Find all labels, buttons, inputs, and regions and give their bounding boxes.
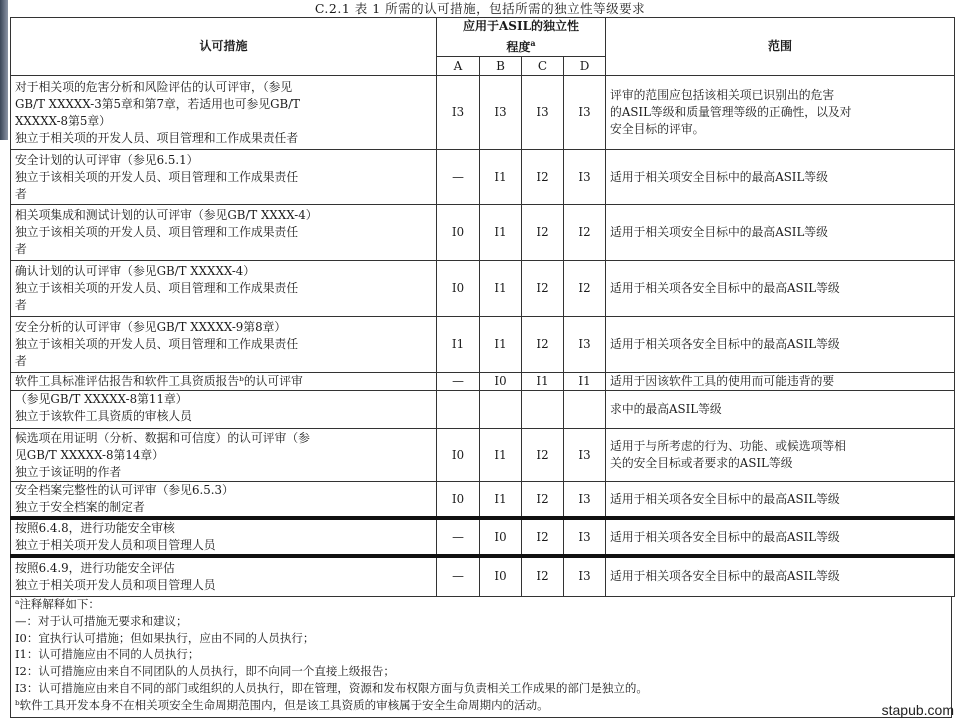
- measure-line: 独立于安全档案的制定者: [15, 500, 145, 514]
- measure-line: XXXXX-8第5章）: [15, 113, 111, 128]
- asil-cell-a: —: [437, 518, 480, 556]
- measure-line: 独立于该相关项的开发人员、项目管理和工作成果责任: [15, 281, 299, 295]
- asil-cell-a: I0: [437, 261, 480, 317]
- asil-cell-a: I0: [437, 482, 480, 519]
- scope-cell: [606, 556, 955, 596]
- note-line: I0：宜执行认可措施；但如果执行，应由不同的人员执行；: [15, 630, 315, 645]
- table-caption: C.2.1 表 1 所需的认可措施，包括所需的独立性等级要求: [314, 1, 646, 16]
- measure-cell: [11, 150, 437, 205]
- scope-line: 适用于相关项各安全目标中的最高ASIL等级: [610, 281, 840, 295]
- measure-line: 按照6.4.9，进行功能安全评估: [15, 560, 175, 575]
- header-asil: [437, 18, 606, 57]
- asil-cell-d: I3: [564, 556, 606, 596]
- asil-cell-d: I3: [564, 518, 606, 556]
- scope-line: 求中的最高ASIL等级: [610, 402, 722, 416]
- asil-cell-c: I2: [522, 482, 564, 519]
- note-line: ᵇ软件工具开发本身不在相关项安全生命周期范围内，但是该工具资质的审核属于安全生命周期内的活动。: [15, 697, 549, 712]
- asil-cell-d: I3: [564, 429, 606, 482]
- scope-cell: [606, 518, 955, 556]
- asil-cell-d: [564, 391, 606, 429]
- scope-cell: [606, 317, 955, 373]
- scope-line: 适用于相关项各安全目标中的最高ASIL等级: [610, 569, 840, 584]
- measure-cell: [11, 76, 437, 150]
- table-row: [11, 205, 955, 261]
- note-line: —：对于认可措施无要求和建议；: [15, 613, 188, 628]
- asil-cell-a: I0: [437, 429, 480, 482]
- measure-cell: [11, 205, 437, 261]
- asil-cell-d: I3: [564, 76, 606, 150]
- note-line: ᵃ注释解释如下：: [15, 597, 100, 611]
- note-line: I3：认可措施应由来自不同的部门或组织的人员执行，即在管理，资源和发布权限方面与负责相关工作成果的部门是独立的。: [15, 680, 648, 695]
- scope-line: 适用于相关项各安全目标中的最高ASIL等级: [610, 529, 840, 544]
- table-row: [11, 556, 955, 596]
- measure-line: 者: [15, 354, 27, 368]
- asil-cell-d: I1: [564, 373, 606, 391]
- asil-cell-d: I2: [564, 205, 606, 261]
- measure-line: 安全档案完整性的认可评审（参见6.5.3）: [15, 483, 234, 497]
- asil-cell-c: I1: [522, 373, 564, 391]
- table-row: [11, 261, 955, 317]
- table-notes: [10, 596, 952, 718]
- measure-line: 软件工具标准评估报告和软件工具资质报告ᵇ的认可评审: [15, 374, 303, 388]
- measure-line: 独立于相关项开发人员和项目管理人员: [15, 538, 216, 552]
- asil-cell-d: I3: [564, 317, 606, 373]
- scope-cell: [606, 429, 955, 482]
- asil-cell-b: I1: [480, 429, 522, 482]
- table-row: [11, 429, 955, 482]
- scope-cell: [606, 391, 955, 429]
- left-edge-strip: [0, 0, 8, 140]
- measure-line: 相关项集成和测试计划的认可评审（参见GB/T XXXX-4）: [15, 208, 318, 222]
- measure-cell: [11, 317, 437, 373]
- scope-cell: [606, 150, 955, 205]
- asil-cell-b: I0: [480, 518, 522, 556]
- asil-cell-a: I1: [437, 317, 480, 373]
- table-row: [11, 518, 955, 556]
- note-line: I2：认可措施应由来自不同团队的人员执行，即不向同一个直接上级报告；: [15, 664, 395, 679]
- table-row: [11, 391, 955, 429]
- asil-cell-a: —: [437, 150, 480, 205]
- asil-cell-c: I2: [522, 261, 564, 317]
- scope-line: 适用于相关项各安全目标中的最高ASIL等级: [610, 491, 840, 506]
- header-scope: 范围: [606, 18, 955, 76]
- scope-line: 适用于因该软件工具的使用而可能违背的要: [610, 374, 835, 388]
- asil-cell-c: I3: [522, 76, 564, 150]
- measure-line: 独立于该证明的作者: [15, 464, 122, 479]
- measure-line: （参见GB/T XXXXX-8第11章）: [15, 392, 188, 406]
- measure-line: 独立于该软件工具资质的审核人员: [15, 409, 192, 423]
- measure-line: 独立于相关项开发人员和项目管理人员: [15, 577, 216, 592]
- asil-cell-b: I0: [480, 373, 522, 391]
- header-col-a: A: [437, 57, 480, 76]
- scope-line: 适用于与所考虑的行为、功能、或候选项等相: [610, 439, 846, 453]
- measure-line: 独立于该相关项的开发人员、项目管理和工作成果责任: [15, 225, 299, 239]
- measure-cell: [11, 429, 437, 482]
- asil-cell-a: [437, 391, 480, 429]
- scope-line: 的ASIL等级和质量管理等级的正确性，以及对: [610, 105, 852, 119]
- measure-cell: [11, 518, 437, 556]
- asil-cell-b: I1: [480, 317, 522, 373]
- measure-line: 按照6.4.8，进行功能安全审核: [15, 521, 175, 535]
- asil-cell-a: —: [437, 373, 480, 391]
- scope-line: 评审的范围应包括该相关项已识别出的危害: [610, 88, 835, 102]
- asil-cell-a: I3: [437, 76, 480, 150]
- asil-cell-c: I2: [522, 317, 564, 373]
- asil-cell-c: [522, 391, 564, 429]
- measure-cell: [11, 482, 437, 519]
- asil-cell-b: I1: [480, 205, 522, 261]
- header-col-d: D: [564, 57, 606, 76]
- table-row: [11, 76, 955, 150]
- table-row: [11, 482, 955, 519]
- asil-cell-d: I2: [564, 261, 606, 317]
- asil-cell-c: I2: [522, 556, 564, 596]
- measure-line: 者: [15, 298, 27, 312]
- header-asil-title2: 程度$^a$: [506, 38, 536, 54]
- measure-cell: [11, 391, 437, 429]
- asil-cell-a: I0: [437, 205, 480, 261]
- note-line: I1：认可措施应由不同的人员执行；: [15, 647, 200, 662]
- asil-cell-c: I2: [522, 518, 564, 556]
- table-row: [11, 317, 955, 373]
- asil-cell-b: [480, 391, 522, 429]
- asil-cell-b: I1: [480, 261, 522, 317]
- scope-line: 适用于相关项各安全目标中的最高ASIL等级: [610, 337, 840, 351]
- scope-line: 适用于相关项安全目标中的最高ASIL等级: [610, 225, 828, 239]
- scope-cell: [606, 482, 955, 519]
- asil-cell-b: I1: [480, 150, 522, 205]
- watermark-text: stapub.com: [881, 702, 954, 718]
- measure-line: 对于相关项的危害分析和风险评估的认可评审，（参见: [15, 79, 293, 94]
- measure-line: 安全计划的认可评审（参见6.5.1）: [15, 152, 199, 167]
- measure-line: 安全分析的认可评审（参见GB/T XXXXX-9第8章）: [15, 320, 287, 334]
- asil-cell-a: —: [437, 556, 480, 596]
- asil-cell-d: I3: [564, 150, 606, 205]
- measure-line: 确认计划的认可评审（参见GB/T XXXXX-4）: [15, 264, 256, 278]
- measure-line: GB/T XXXXX-3第5章和第7章，若适用也可参见GB/T: [15, 96, 301, 111]
- scope-line: 关的安全目标或者要求的ASIL等级: [610, 456, 793, 470]
- scope-cell: [606, 373, 955, 391]
- measure-cell: [11, 261, 437, 317]
- asil-cell-c: I2: [522, 205, 564, 261]
- table-row: [11, 150, 955, 205]
- scope-cell: [606, 205, 955, 261]
- asil-cell-d: I3: [564, 482, 606, 519]
- scope-cell: [606, 261, 955, 317]
- asil-cell-b: I3: [480, 76, 522, 150]
- table-body: [11, 76, 955, 597]
- header-col-c: C: [522, 57, 564, 76]
- table-row: [11, 373, 955, 391]
- measure-line: 独立于相关项的开发人员、项目管理和工作成果责任者: [15, 130, 299, 145]
- measure-line: 者: [15, 186, 27, 201]
- measure-line: 候选项在用证明（分析、数据和可信度）的认可评审（参: [15, 430, 310, 445]
- measure-cell: [11, 556, 437, 596]
- asil-cell-b: I1: [480, 482, 522, 519]
- scope-line: 适用于相关项安全目标中的最高ASIL等级: [610, 169, 828, 184]
- asil-cell-c: I2: [522, 429, 564, 482]
- scope-line: 安全目标的评审。: [610, 122, 705, 136]
- header-measure: 认可措施: [11, 18, 437, 76]
- asil-cell-b: I0: [480, 556, 522, 596]
- scope-cell: [606, 76, 955, 150]
- confirmation-measures-table: [10, 17, 955, 597]
- measure-cell: [11, 373, 437, 391]
- measure-line: 见GB/T XXXXX-8第14章）: [15, 447, 164, 462]
- measure-line: 者: [15, 242, 27, 256]
- measure-line: 独立于该相关项的开发人员、项目管理和工作成果责任: [15, 169, 299, 184]
- measure-line: 独立于该相关项的开发人员、项目管理和工作成果责任: [15, 337, 299, 351]
- header-col-b: B: [480, 57, 522, 76]
- header-asil-title: 应用于ASIL的独立性: [463, 19, 580, 33]
- asil-cell-c: I2: [522, 150, 564, 205]
